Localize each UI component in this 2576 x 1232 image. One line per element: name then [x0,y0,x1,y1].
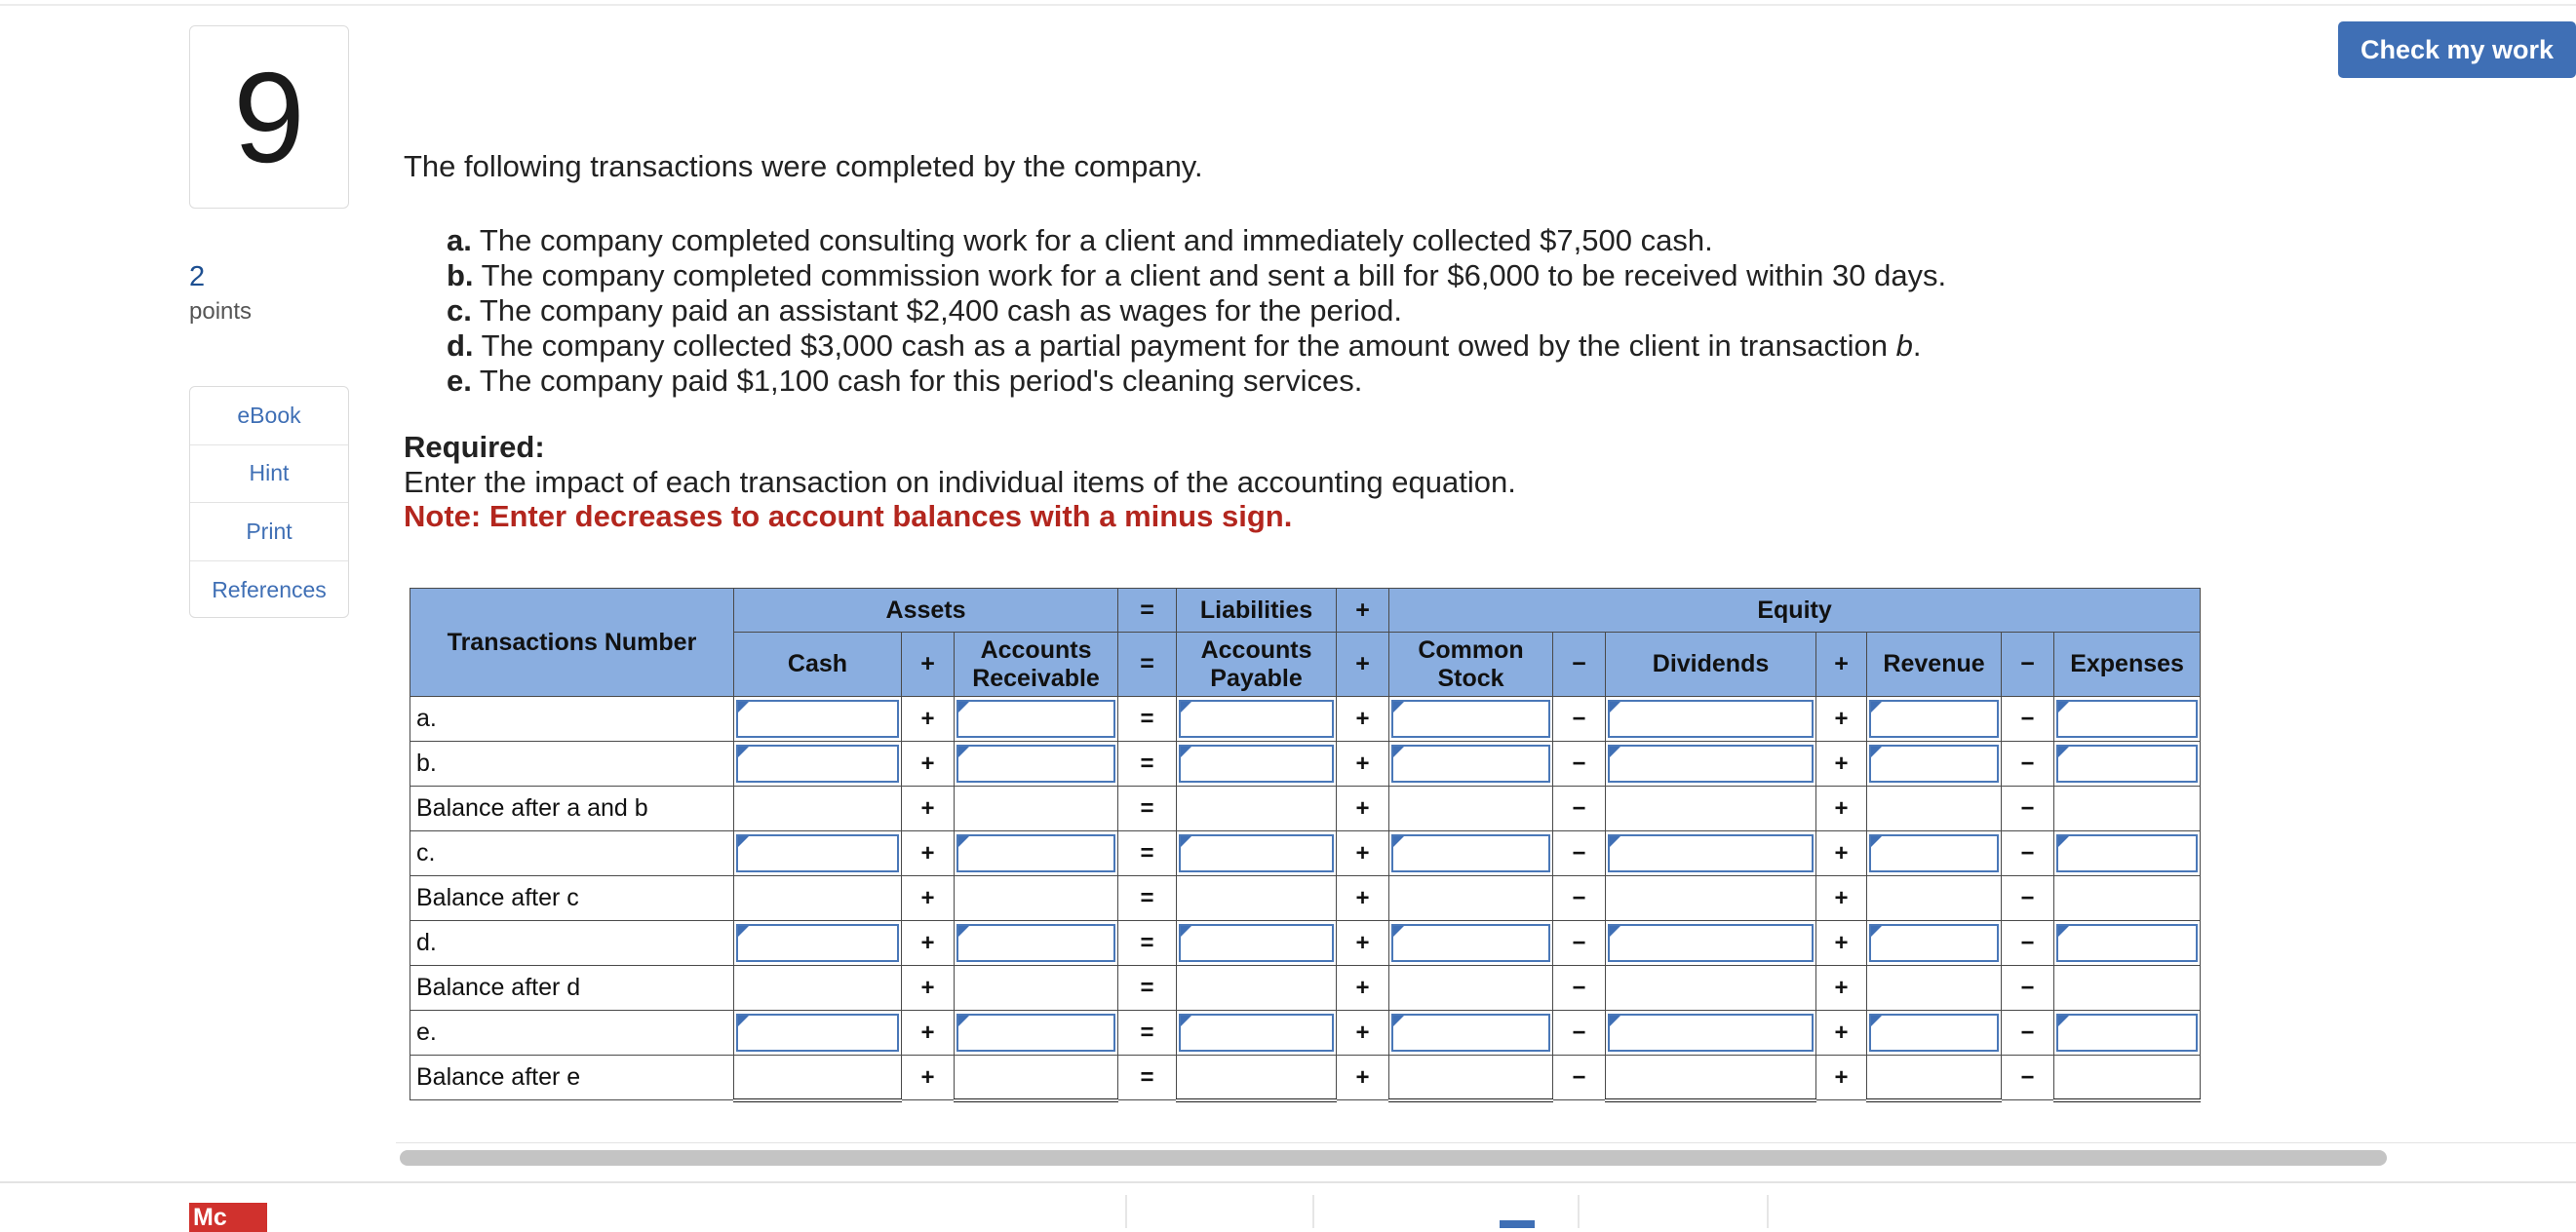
operator-sign: + [902,1011,955,1056]
cash-cell [734,697,902,742]
header-expenses: Expenses [2054,633,2201,697]
operator-sign: + [1337,1056,1389,1100]
balance-expenses-cell [2054,876,2201,921]
cash-cell [734,1011,902,1056]
header-cash: Cash [734,633,902,697]
common-stock-input[interactable] [1391,700,1550,738]
footer-divider-3 [1578,1195,1580,1228]
revenue-cell [1867,831,2002,876]
dividends-cell [1606,1011,1816,1056]
revenue-input[interactable] [1869,924,1999,962]
common-stock-cell [1389,697,1553,742]
expenses-cell [2054,921,2201,966]
dividends-input[interactable] [1608,700,1814,738]
expenses-input[interactable] [2056,924,2198,962]
common-stock-input[interactable] [1391,1014,1550,1052]
operator-sign: − [1553,876,1606,921]
cash-input[interactable] [736,700,899,738]
operator-sign: = [1118,876,1177,921]
dividends-input[interactable] [1608,924,1814,962]
accounts-receivable-input[interactable] [956,745,1115,783]
common-stock-cell [1389,742,1553,787]
accounts-payable-input[interactable] [1179,834,1334,872]
operator-sign: = [1118,742,1177,787]
row-label: d. [410,921,734,966]
accounts-receivable-cell [955,1011,1118,1056]
dividends-cell [1606,921,1816,966]
operator-sign: − [1553,787,1606,831]
dividends-input[interactable] [1608,1014,1814,1052]
operator-sign: + [1816,742,1867,787]
operator-sign: + [1337,831,1389,876]
header-plus-op: + [1816,633,1867,697]
row-label: b. [410,742,734,787]
header-common-stock: Common Stock [1389,633,1553,697]
table-row [410,742,2201,787]
operator-sign: + [1337,787,1389,831]
dividends-cell [1606,697,1816,742]
common-stock-input[interactable] [1391,745,1550,783]
balance-cash-cell [734,876,902,921]
operator-sign: − [2002,1056,2054,1100]
balance-revenue-cell [1867,876,2002,921]
table-row [410,1056,2201,1100]
header-plus-op: + [902,633,955,697]
revenue-input[interactable] [1869,745,1999,783]
accounts-payable-cell [1177,697,1337,742]
required-title: Required: [404,430,545,464]
common-stock-input[interactable] [1391,924,1550,962]
operator-sign: + [1816,1011,1867,1056]
balance-revenue-cell [1867,787,2002,831]
operator-sign: = [1118,831,1177,876]
balance-common-stock-cell [1389,787,1553,831]
expenses-cell [2054,697,2201,742]
ebook-link[interactable]: eBook [190,387,348,445]
operator-sign: = [1118,787,1177,831]
operator-sign: − [1553,921,1606,966]
accounts-payable-cell [1177,742,1337,787]
footer-divider [0,1181,2576,1183]
row-label: Balance after e [410,1056,734,1100]
header-plus-op: + [1337,633,1389,697]
expenses-input[interactable] [2056,1014,2198,1052]
accounts-receivable-input[interactable] [956,700,1115,738]
table-row [410,831,2201,876]
header-transactions-number: Transactions Number [410,589,734,697]
footer-divider-4 [1767,1195,1769,1228]
operator-sign: = [1118,697,1177,742]
operator-sign: + [1337,1011,1389,1056]
balance-accounts-receivable-cell [955,787,1118,831]
expenses-cell [2054,831,2201,876]
transaction-list [447,223,1946,399]
revenue-input[interactable] [1869,1014,1999,1052]
cash-cell [734,831,902,876]
required-note: Note: Enter decreases to account balances with a minus sign. [404,499,1293,533]
balance-accounts-payable-cell [1177,876,1337,921]
accounts-receivable-input[interactable] [956,834,1115,872]
balance-expenses-cell [2054,787,2201,831]
balance-cash-cell [734,787,902,831]
balance-accounts-receivable-cell [955,876,1118,921]
dividends-input[interactable] [1608,745,1814,783]
question-number: 9 [189,25,349,209]
operator-sign: + [902,831,955,876]
accounts-receivable-input[interactable] [956,924,1115,962]
transaction-item: d. The company collected $3,000 cash as a partial payment for the amount owed by the client in transaction b. [447,328,1922,363]
revenue-cell [1867,697,2002,742]
transaction-item: e. The company paid $1,100 cash for this period's cleaning services. [447,364,1363,398]
transaction-item: c. The company paid an assistant $2,400 cash as wages for the period. [447,293,1402,327]
operator-sign: + [1337,742,1389,787]
common-stock-input[interactable] [1391,834,1550,872]
accounts-receivable-cell [955,697,1118,742]
operator-sign: + [902,966,955,1011]
header-accounts-receivable: Accounts Receivable [955,633,1118,697]
operator-sign: + [902,1056,955,1100]
balance-cash-cell [734,1056,902,1100]
table-row [410,876,2201,921]
cash-input[interactable] [736,1014,899,1052]
header-accounts-payable: Accounts Payable [1177,633,1337,697]
balance-accounts-payable-cell [1177,1056,1337,1100]
header-assets: Assets [734,589,1118,633]
accounts-receivable-cell [955,921,1118,966]
expenses-input[interactable] [2056,834,2198,872]
transaction-item: a. The company completed consulting work for a client and immediately collected $7,500 cash. [447,223,1713,257]
points-value: 2 [189,261,206,292]
operator-sign: − [1553,697,1606,742]
expenses-input[interactable] [2056,745,2198,783]
expenses-input[interactable] [2056,700,2198,738]
operator-sign: + [1816,876,1867,921]
balance-revenue-cell [1867,966,2002,1011]
accounts-payable-input[interactable] [1179,745,1334,783]
balance-dividends-cell [1606,876,1816,921]
accounts-payable-cell [1177,921,1337,966]
cash-input[interactable] [736,745,899,783]
balance-revenue-cell [1867,1056,2002,1100]
accounts-receivable-cell [955,831,1118,876]
operator-sign: + [1337,966,1389,1011]
header-equals-op: = [1118,633,1177,697]
operator-sign: = [1118,1056,1177,1100]
dividends-cell [1606,742,1816,787]
common-stock-cell [1389,831,1553,876]
operator-sign: = [1118,921,1177,966]
accounts-receivable-input[interactable] [956,1014,1115,1052]
expenses-cell [2054,742,2201,787]
header-equals: = [1118,589,1177,633]
resource-tools [189,386,349,618]
footer-divider-1 [1125,1195,1127,1228]
footer-divider-2 [1312,1195,1314,1228]
table-row [410,697,2201,742]
dividends-input[interactable] [1608,834,1814,872]
accounts-payable-input[interactable] [1179,700,1334,738]
header-plus: + [1337,589,1389,633]
operator-sign: − [1553,1011,1606,1056]
operator-sign: − [1553,966,1606,1011]
operator-sign: − [2002,742,2054,787]
revenue-input[interactable] [1869,700,1999,738]
balance-cash-cell [734,966,902,1011]
revenue-cell [1867,1011,2002,1056]
row-label: Balance after c [410,876,734,921]
operator-sign: + [1816,1056,1867,1100]
header-minus-op: − [1553,633,1606,697]
required-text: Enter the impact of each transaction on individual items of the accounting equation. [404,465,1516,499]
operator-sign: = [1118,1011,1177,1056]
cash-cell [734,921,902,966]
accounts-payable-cell [1177,831,1337,876]
row-label: c. [410,831,734,876]
operator-sign: + [1816,831,1867,876]
cash-input[interactable] [736,924,899,962]
balance-expenses-cell [2054,966,2201,1011]
operator-sign: + [1816,697,1867,742]
row-label: e. [410,1011,734,1056]
header-equity: Equity [1389,589,2201,633]
revenue-input[interactable] [1869,834,1999,872]
operator-sign: + [902,921,955,966]
balance-common-stock-cell [1389,1056,1553,1100]
top-divider [0,4,2576,6]
balance-common-stock-cell [1389,966,1553,1011]
operator-sign: + [1337,921,1389,966]
mcgraw-hill-logo: Mc [189,1203,267,1232]
operator-sign: − [1553,742,1606,787]
operator-sign: = [1118,966,1177,1011]
check-my-work-button[interactable]: Check my work [2338,21,2576,78]
dividends-cell [1606,831,1816,876]
operator-sign: − [1553,831,1606,876]
horizontal-scrollbar-thumb[interactable] [400,1150,2387,1166]
operator-sign: + [1337,697,1389,742]
balance-dividends-cell [1606,787,1816,831]
header-dividends: Dividends [1606,633,1816,697]
row-label: Balance after a and b [410,787,734,831]
print-link[interactable]: Print [190,503,348,561]
hint-link[interactable]: Hint [190,445,348,504]
operator-sign: − [2002,921,2054,966]
cash-input[interactable] [736,834,899,872]
accounts-payable-cell [1177,1011,1337,1056]
balance-common-stock-cell [1389,876,1553,921]
accounts-receivable-cell [955,742,1118,787]
balance-accounts-receivable-cell [955,1056,1118,1100]
operator-sign: + [1816,966,1867,1011]
accounts-payable-input[interactable] [1179,924,1334,962]
operator-sign: − [2002,697,2054,742]
references-link[interactable]: References [212,576,327,602]
table-row [410,787,2201,831]
accounts-payable-input[interactable] [1179,1014,1334,1052]
balance-expenses-cell [2054,1056,2201,1100]
row-label: Balance after d [410,966,734,1011]
table-row [410,1011,2201,1056]
operator-sign: − [2002,831,2054,876]
balance-dividends-cell [1606,966,1816,1011]
operator-sign: + [902,697,955,742]
operator-sign: + [902,742,955,787]
table-row [410,921,2201,966]
header-revenue: Revenue [1867,633,2002,697]
operator-sign: − [2002,1011,2054,1056]
revenue-cell [1867,742,2002,787]
operator-sign: − [2002,876,2054,921]
points-label: points [189,298,253,325]
balance-dividends-cell [1606,1056,1816,1100]
common-stock-cell [1389,1011,1553,1056]
question-intro: The following transactions were completed by the company. [404,149,1203,183]
operator-sign: + [902,787,955,831]
cash-cell [734,742,902,787]
grid-view-icon[interactable] [1500,1220,1535,1228]
transaction-item: b. The company completed commission work for a client and sent a bill for $6,000 to be received within 30 days. [447,258,1947,292]
header-liabilities: Liabilities [1177,589,1337,633]
operator-sign: + [1337,876,1389,921]
common-stock-cell [1389,921,1553,966]
operator-sign: − [1553,1056,1606,1100]
expenses-cell [2054,1011,2201,1056]
row-label: a. [410,697,734,742]
header-minus-op: − [2002,633,2054,697]
balance-accounts-receivable-cell [955,966,1118,1011]
operator-sign: − [2002,787,2054,831]
operator-sign: + [1816,921,1867,966]
accounting-equation-table [410,588,2201,1102]
operator-sign: + [1816,787,1867,831]
operator-sign: + [902,876,955,921]
table-row [410,966,2201,1011]
balance-accounts-payable-cell [1177,966,1337,1011]
balance-accounts-payable-cell [1177,787,1337,831]
revenue-cell [1867,921,2002,966]
operator-sign: − [2002,966,2054,1011]
